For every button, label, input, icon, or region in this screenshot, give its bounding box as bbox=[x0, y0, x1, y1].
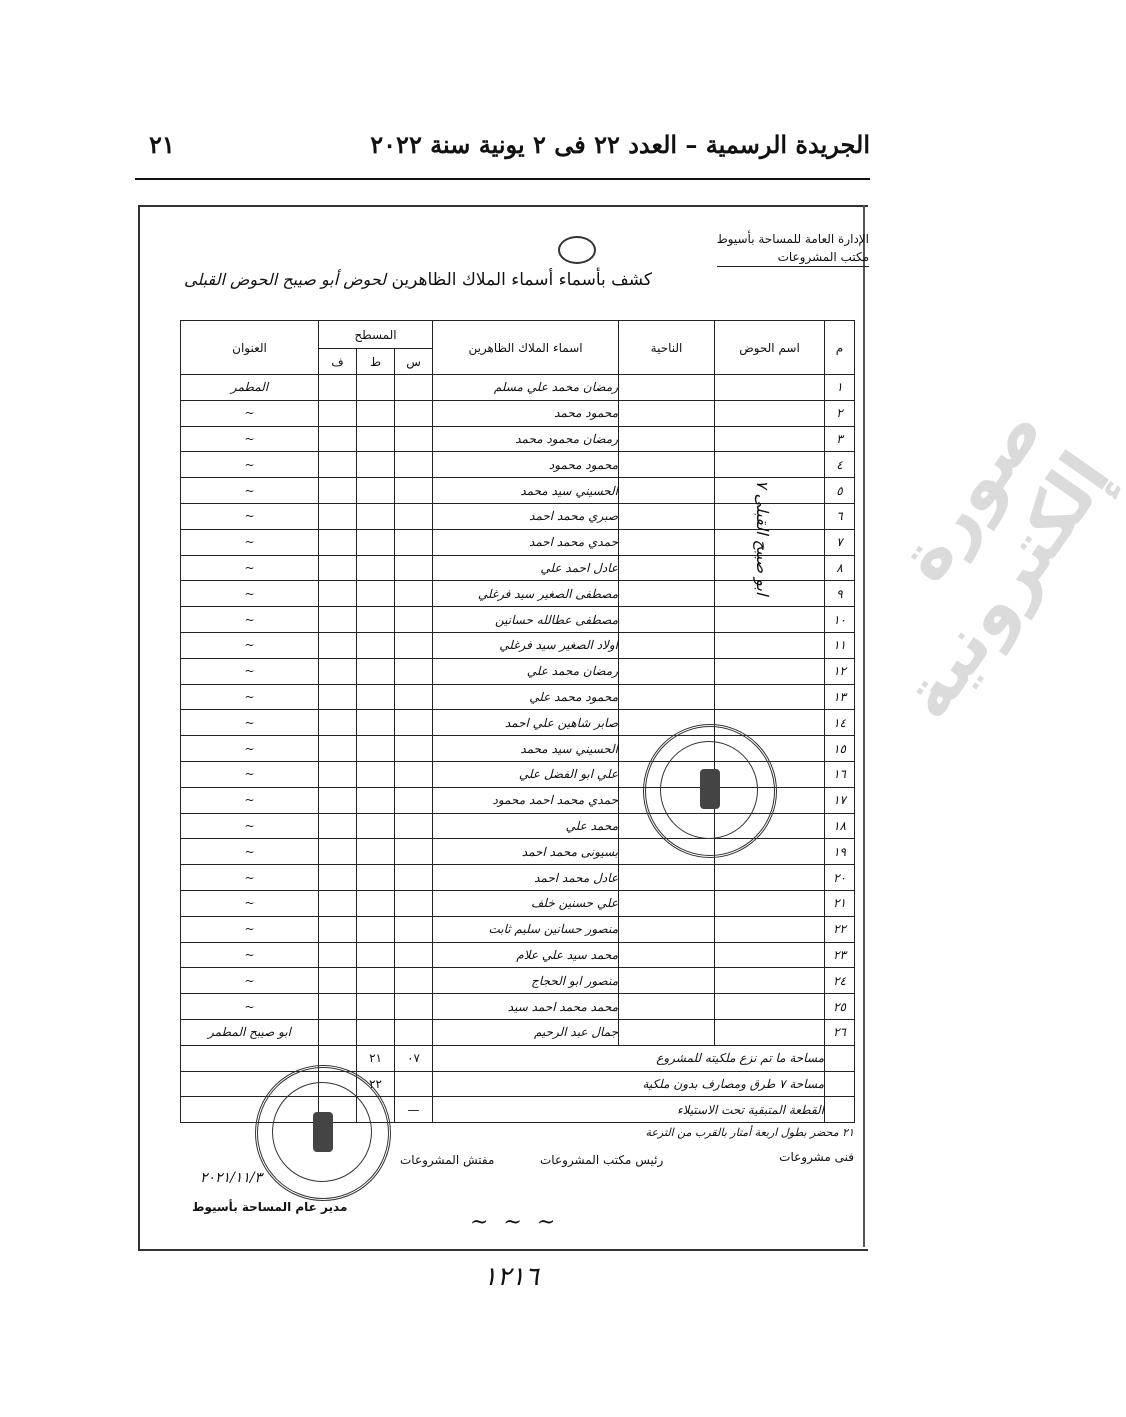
table-row bbox=[181, 942, 855, 968]
row-district bbox=[619, 1019, 715, 1045]
row-address: ~ bbox=[181, 529, 319, 555]
row-area-t bbox=[357, 1019, 395, 1045]
row-number: ٢٤ bbox=[825, 968, 855, 994]
row-area-s bbox=[395, 968, 433, 994]
row-area-t bbox=[357, 813, 395, 839]
table-row bbox=[181, 658, 855, 684]
row-area-s bbox=[395, 658, 433, 684]
row-district bbox=[619, 555, 715, 581]
official-seal bbox=[643, 724, 777, 858]
sheet-title bbox=[162, 270, 652, 290]
row-number: ٧ bbox=[825, 529, 855, 555]
row-area-t bbox=[357, 400, 395, 426]
row-owner-name: بسيونى محمد احمد bbox=[433, 839, 619, 865]
row-district bbox=[619, 684, 715, 710]
row-address: ~ bbox=[181, 658, 319, 684]
footer-note: ٢١ محضر بطول اربعة أمتار بالقرب من الترعة bbox=[645, 1126, 854, 1139]
row-number: ٢ bbox=[825, 400, 855, 426]
row-area-f bbox=[319, 865, 357, 891]
header-num: م bbox=[825, 321, 855, 375]
row-area-f bbox=[319, 787, 357, 813]
row-area-f bbox=[319, 400, 357, 426]
basin-name-vertical: ابو صيبح القبلى ٧ bbox=[753, 480, 772, 596]
row-area-s bbox=[395, 555, 433, 581]
row-address: ~ bbox=[181, 865, 319, 891]
row-address: ابو صيبح المطمر bbox=[181, 1019, 319, 1045]
row-area-s bbox=[395, 787, 433, 813]
gazette-title: الجريدة الرسمية – العدد ٢٢ فى ٢ يونية سنة ٢٠٢٢ bbox=[370, 130, 870, 159]
row-basin bbox=[715, 658, 825, 684]
row-area-f bbox=[319, 658, 357, 684]
signature-director: مدير عام المساحة بأسيوط bbox=[192, 1200, 348, 1214]
row-district bbox=[619, 890, 715, 916]
row-district bbox=[619, 942, 715, 968]
row-number: ٤ bbox=[825, 452, 855, 478]
row-owner-name: حمدي محمد احمد bbox=[433, 529, 619, 555]
row-owner-name: محمد سيد علي علام bbox=[433, 942, 619, 968]
row-area-s bbox=[395, 400, 433, 426]
row-area-s bbox=[395, 865, 433, 891]
row-district bbox=[619, 581, 715, 607]
row-area-t bbox=[357, 994, 395, 1020]
row-owner-name: محمود محمد علي bbox=[433, 684, 619, 710]
summary-note: مساحة ٧ طرق ومصارف بدون ملكية bbox=[433, 1071, 825, 1097]
row-area-t bbox=[357, 761, 395, 787]
row-owner-name: عادل احمد علي bbox=[433, 555, 619, 581]
row-basin bbox=[715, 890, 825, 916]
sheet-title-printed: كشف بأسماء أسماء الملاك الظاهرين bbox=[391, 270, 652, 290]
header-basin: اسم الحوض bbox=[715, 321, 825, 375]
row-area-t bbox=[357, 865, 395, 891]
summary-note: مساحة ما تم نزع ملكيته للمشروع bbox=[433, 1045, 825, 1071]
summary-num bbox=[825, 1071, 855, 1097]
table-row bbox=[181, 375, 855, 401]
row-number: ٦ bbox=[825, 503, 855, 529]
row-area-f bbox=[319, 890, 357, 916]
row-owner-name: الحسيني سيد محمد bbox=[433, 478, 619, 504]
row-district bbox=[619, 452, 715, 478]
row-owner-name: الحسيني سيد محمد bbox=[433, 736, 619, 762]
row-district bbox=[619, 375, 715, 401]
row-address: المطمر bbox=[181, 375, 319, 401]
row-owner-name: اولاد الصغير سيد فرغلي bbox=[433, 632, 619, 658]
row-district bbox=[619, 994, 715, 1020]
summary-row bbox=[181, 1045, 855, 1071]
row-address: ~ bbox=[181, 555, 319, 581]
row-area-t bbox=[357, 581, 395, 607]
row-area-s bbox=[395, 503, 433, 529]
page-header bbox=[135, 128, 870, 168]
row-area-s bbox=[395, 684, 433, 710]
row-area-f bbox=[319, 994, 357, 1020]
row-basin bbox=[715, 1019, 825, 1045]
row-district bbox=[619, 529, 715, 555]
sheet-edge bbox=[863, 205, 865, 1247]
row-area-t bbox=[357, 942, 395, 968]
row-district bbox=[619, 400, 715, 426]
row-number: ٢٣ bbox=[825, 942, 855, 968]
table-row bbox=[181, 865, 855, 891]
row-address: ~ bbox=[181, 761, 319, 787]
row-number: ٢١ bbox=[825, 890, 855, 916]
office-block bbox=[717, 230, 869, 267]
header-owners: اسماء الملاك الظاهرين bbox=[433, 321, 619, 375]
row-area-s bbox=[395, 478, 433, 504]
row-area-s bbox=[395, 529, 433, 555]
row-area-f bbox=[319, 839, 357, 865]
header-divider bbox=[135, 178, 870, 180]
row-owner-name: منصور حسانين سليم ثابت bbox=[433, 916, 619, 942]
row-owner-name: علي ابو الفضل علي bbox=[433, 761, 619, 787]
watermark: صورة إلكترونية bbox=[881, 390, 1126, 734]
row-owner-name: صبري محمد احمد bbox=[433, 503, 619, 529]
row-area-t bbox=[357, 555, 395, 581]
row-address: ~ bbox=[181, 710, 319, 736]
table-row bbox=[181, 890, 855, 916]
row-area-f bbox=[319, 375, 357, 401]
row-address: ~ bbox=[181, 839, 319, 865]
row-area-s bbox=[395, 452, 433, 478]
table-row bbox=[181, 916, 855, 942]
row-number: ١٨ bbox=[825, 813, 855, 839]
row-area-t bbox=[357, 478, 395, 504]
row-number: ٣ bbox=[825, 426, 855, 452]
row-area-s bbox=[395, 839, 433, 865]
row-number: ١٠ bbox=[825, 607, 855, 633]
table-row bbox=[181, 1019, 855, 1045]
row-area-s bbox=[395, 890, 433, 916]
header-area-t: ط bbox=[357, 349, 395, 375]
row-address: ~ bbox=[181, 787, 319, 813]
row-basin bbox=[715, 916, 825, 942]
row-area-s bbox=[395, 581, 433, 607]
row-area-t bbox=[357, 968, 395, 994]
row-district bbox=[619, 968, 715, 994]
row-address: ~ bbox=[181, 426, 319, 452]
row-owner-name: صابر شاهين علي احمد bbox=[433, 710, 619, 736]
row-address: ~ bbox=[181, 452, 319, 478]
row-number: ١١ bbox=[825, 632, 855, 658]
row-area-f bbox=[319, 684, 357, 710]
row-district bbox=[619, 426, 715, 452]
row-number: ١٣ bbox=[825, 684, 855, 710]
summary-num bbox=[825, 1045, 855, 1071]
row-owner-name: رمضان محمد علي مسلم bbox=[433, 375, 619, 401]
row-area-t bbox=[357, 839, 395, 865]
row-owner-name: جمال عبد الرحيم bbox=[433, 1019, 619, 1045]
official-seal-2 bbox=[255, 1065, 391, 1201]
row-address: ~ bbox=[181, 968, 319, 994]
row-area-t bbox=[357, 452, 395, 478]
row-address: ~ bbox=[181, 916, 319, 942]
table-row bbox=[181, 710, 855, 736]
row-number: ١٧ bbox=[825, 787, 855, 813]
summary-address bbox=[181, 1045, 319, 1071]
row-number: ٢٠ bbox=[825, 865, 855, 891]
row-area-f bbox=[319, 452, 357, 478]
header-district: الناحية bbox=[619, 321, 715, 375]
row-number: ١ bbox=[825, 375, 855, 401]
table-row bbox=[181, 994, 855, 1020]
row-area-f bbox=[319, 942, 357, 968]
row-basin bbox=[715, 994, 825, 1020]
row-address: ~ bbox=[181, 813, 319, 839]
row-number: ١٥ bbox=[825, 736, 855, 762]
page-number: ٢١ bbox=[149, 130, 175, 159]
row-area-s bbox=[395, 375, 433, 401]
summary-area-t: ٢١ bbox=[357, 1045, 395, 1071]
row-district bbox=[619, 658, 715, 684]
row-address: ~ bbox=[181, 581, 319, 607]
row-owner-name: رمضان محمد علي bbox=[433, 658, 619, 684]
row-area-t bbox=[357, 684, 395, 710]
row-area-f bbox=[319, 426, 357, 452]
row-owner-name: مصطفى عطالله حسانين bbox=[433, 607, 619, 633]
office-line-2: مكتب المشروعات bbox=[717, 248, 869, 267]
row-area-t bbox=[357, 916, 395, 942]
row-area-t bbox=[357, 529, 395, 555]
row-area-t bbox=[357, 426, 395, 452]
row-owner-name: علي حسنين خلف bbox=[433, 890, 619, 916]
row-address: ~ bbox=[181, 942, 319, 968]
table-row bbox=[181, 400, 855, 426]
row-address: ~ bbox=[181, 503, 319, 529]
row-number: ٨ bbox=[825, 555, 855, 581]
row-number: ٢٦ bbox=[825, 1019, 855, 1045]
row-number: ١٢ bbox=[825, 658, 855, 684]
row-district bbox=[619, 632, 715, 658]
row-basin bbox=[715, 865, 825, 891]
row-address: ~ bbox=[181, 684, 319, 710]
row-area-t bbox=[357, 710, 395, 736]
row-number: ٢٢ bbox=[825, 916, 855, 942]
row-area-t bbox=[357, 890, 395, 916]
row-area-t bbox=[357, 658, 395, 684]
table-row bbox=[181, 968, 855, 994]
summary-num bbox=[825, 1097, 855, 1123]
date-handwritten: ٢٠٢١/١١/٣ bbox=[200, 1170, 263, 1186]
row-basin bbox=[715, 684, 825, 710]
signature-tech: فنى مشروعات bbox=[779, 1150, 854, 1164]
header-area-s: س bbox=[395, 349, 433, 375]
row-district bbox=[619, 607, 715, 633]
row-area-f bbox=[319, 1019, 357, 1045]
header-area-f: ف bbox=[319, 349, 357, 375]
table-row bbox=[181, 684, 855, 710]
row-area-t bbox=[357, 787, 395, 813]
row-area-f bbox=[319, 478, 357, 504]
row-area-s bbox=[395, 736, 433, 762]
row-owner-name: محمد محمد احمد سيد bbox=[433, 994, 619, 1020]
row-area-s bbox=[395, 994, 433, 1020]
row-address: ~ bbox=[181, 632, 319, 658]
signature-scribble: ~ ~ ~ bbox=[470, 1210, 560, 1235]
row-area-t bbox=[357, 607, 395, 633]
row-number: ٥ bbox=[825, 478, 855, 504]
row-owner-name: منصور ابو الحجاج bbox=[433, 968, 619, 994]
row-owner-name: رمضان محمود محمد bbox=[433, 426, 619, 452]
row-area-f bbox=[319, 503, 357, 529]
summary-area-t: ٢٢ bbox=[357, 1071, 395, 1097]
row-owner-name: عادل محمد احمد bbox=[433, 865, 619, 891]
row-address: ~ bbox=[181, 890, 319, 916]
row-area-f bbox=[319, 916, 357, 942]
summary-area-s bbox=[395, 1071, 433, 1097]
row-number: ٩ bbox=[825, 581, 855, 607]
summary-note: القطعة المتبقية تحت الاستيلاء bbox=[433, 1097, 825, 1123]
header-area: المسطح bbox=[319, 321, 433, 349]
row-number: ١٤ bbox=[825, 710, 855, 736]
row-area-s bbox=[395, 916, 433, 942]
row-area-f bbox=[319, 529, 357, 555]
row-owner-name: محمود محمود bbox=[433, 452, 619, 478]
row-area-f bbox=[319, 555, 357, 581]
row-area-f bbox=[319, 813, 357, 839]
row-area-t bbox=[357, 375, 395, 401]
row-area-s bbox=[395, 710, 433, 736]
office-line-1: الإدارة العامة للمساحة بأسيوط bbox=[716, 232, 869, 246]
row-area-t bbox=[357, 736, 395, 762]
header-address: العنوان bbox=[181, 321, 319, 375]
row-area-s bbox=[395, 632, 433, 658]
row-address: ~ bbox=[181, 736, 319, 762]
row-area-t bbox=[357, 632, 395, 658]
row-area-s bbox=[395, 813, 433, 839]
row-district bbox=[619, 503, 715, 529]
circle-mark bbox=[558, 236, 596, 264]
row-owner-name: حمدي محمد احمد محمود bbox=[433, 787, 619, 813]
row-number: ١٦ bbox=[825, 761, 855, 787]
row-owner-name: مصطفى الصغير سيد فرغلي bbox=[433, 581, 619, 607]
row-area-s bbox=[395, 426, 433, 452]
row-basin bbox=[715, 968, 825, 994]
row-owner-name: محمد علي bbox=[433, 813, 619, 839]
signature-chief: رئيس مكتب المشروعات bbox=[540, 1153, 664, 1167]
row-district bbox=[619, 865, 715, 891]
row-area-f bbox=[319, 968, 357, 994]
row-area-f bbox=[319, 761, 357, 787]
row-address: ~ bbox=[181, 400, 319, 426]
row-number: ٢٥ bbox=[825, 994, 855, 1020]
signature-inspector: مفتش المشروعات bbox=[400, 1153, 495, 1167]
row-address: ~ bbox=[181, 607, 319, 633]
row-district bbox=[619, 478, 715, 504]
row-area-s bbox=[395, 1019, 433, 1045]
row-area-f bbox=[319, 710, 357, 736]
row-area-s bbox=[395, 942, 433, 968]
row-area-f bbox=[319, 581, 357, 607]
table-row bbox=[181, 839, 855, 865]
sheet-title-handwritten: لحوض أبو صيبح الحوض القبلى bbox=[184, 270, 387, 289]
row-area-s bbox=[395, 607, 433, 633]
row-area-s bbox=[395, 761, 433, 787]
row-district bbox=[619, 916, 715, 942]
row-basin bbox=[715, 375, 825, 401]
row-area-f bbox=[319, 632, 357, 658]
row-number: ١٩ bbox=[825, 839, 855, 865]
summary-area-s: — bbox=[395, 1097, 433, 1123]
row-area-t bbox=[357, 503, 395, 529]
row-address: ~ bbox=[181, 478, 319, 504]
row-area-f bbox=[319, 607, 357, 633]
row-basin bbox=[715, 400, 825, 426]
bottom-page-number: ١٢١٦ bbox=[483, 1262, 539, 1292]
row-owner-name: محمود محمد bbox=[433, 400, 619, 426]
row-address: ~ bbox=[181, 994, 319, 1020]
summary-area-s: ٠٧ bbox=[395, 1045, 433, 1071]
row-basin bbox=[715, 942, 825, 968]
row-area-f bbox=[319, 736, 357, 762]
